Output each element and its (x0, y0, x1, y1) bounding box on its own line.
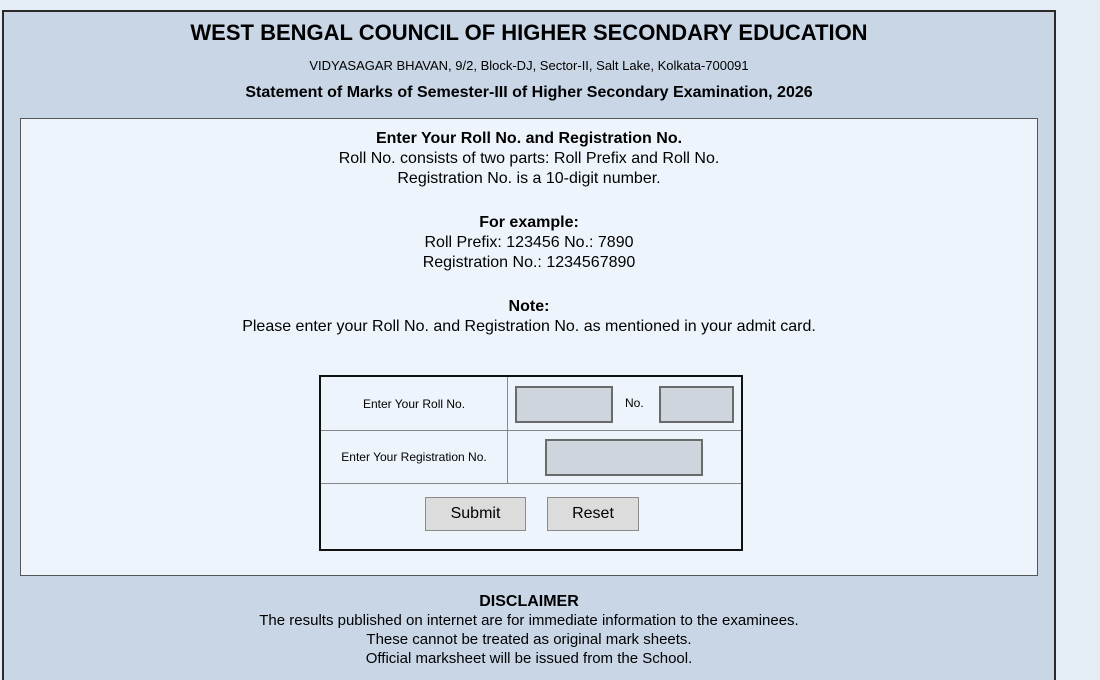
results-panel (2, 10, 1056, 680)
registration-row (321, 431, 741, 484)
example-roll: Roll Prefix: 123456 No.: 7890 (424, 234, 634, 251)
registration-input[interactable] (545, 439, 703, 476)
registration-label: Enter Your Registration No. (341, 450, 487, 464)
reset-button[interactable]: Reset (547, 497, 639, 531)
roll-no-label: No. (625, 396, 644, 410)
roll-prefix-input[interactable] (515, 386, 613, 423)
example-registration: Registration No.: 1234567890 (422, 254, 636, 271)
roll-row (321, 377, 741, 431)
instructions-line-2: Registration No. is a 10-digit number. (397, 170, 661, 187)
disclaimer-line-3: Official marksheet will be issued from the School. (365, 650, 693, 667)
roll-no-input[interactable] (659, 386, 734, 423)
lookup-box (20, 118, 1038, 576)
council-title: WEST BENGAL COUNCIL OF HIGHER SECONDARY EDUCATION (190, 20, 868, 45)
example-heading: For example: (479, 214, 579, 231)
actions-row (321, 484, 741, 549)
council-address: VIDYASAGAR BHAVAN, 9/2, Block-DJ, Sector-II, Salt Lake, Kolkata-700091 (309, 58, 749, 73)
lookup-form (319, 375, 743, 551)
note-text: Please enter your Roll No. and Registration No. as mentioned in your admit card. (242, 318, 816, 335)
instructions (21, 129, 1037, 189)
disclaimer-line-2: These cannot be treated as original mark sheets. (366, 631, 692, 648)
roll-label: Enter Your Roll No. (362, 396, 466, 411)
submit-button[interactable]: Submit (425, 497, 526, 531)
note-block (21, 297, 1037, 337)
example-block (21, 213, 1037, 273)
disclaimer-heading: DISCLAIMER (479, 593, 579, 610)
instructions-heading: Enter Your Roll No. and Registration No. (375, 130, 683, 147)
note-heading: Note: (508, 298, 550, 315)
instructions-line-1: Roll No. consists of two parts: Roll Prefix and Roll No. (338, 150, 720, 167)
disclaimer (4, 592, 1054, 668)
disclaimer-line-1: The results published on internet are for immediate information to the examinees. (259, 612, 799, 629)
exam-title: Statement of Marks of Semester-III of Higher Secondary Examination, 2026 (245, 84, 813, 101)
